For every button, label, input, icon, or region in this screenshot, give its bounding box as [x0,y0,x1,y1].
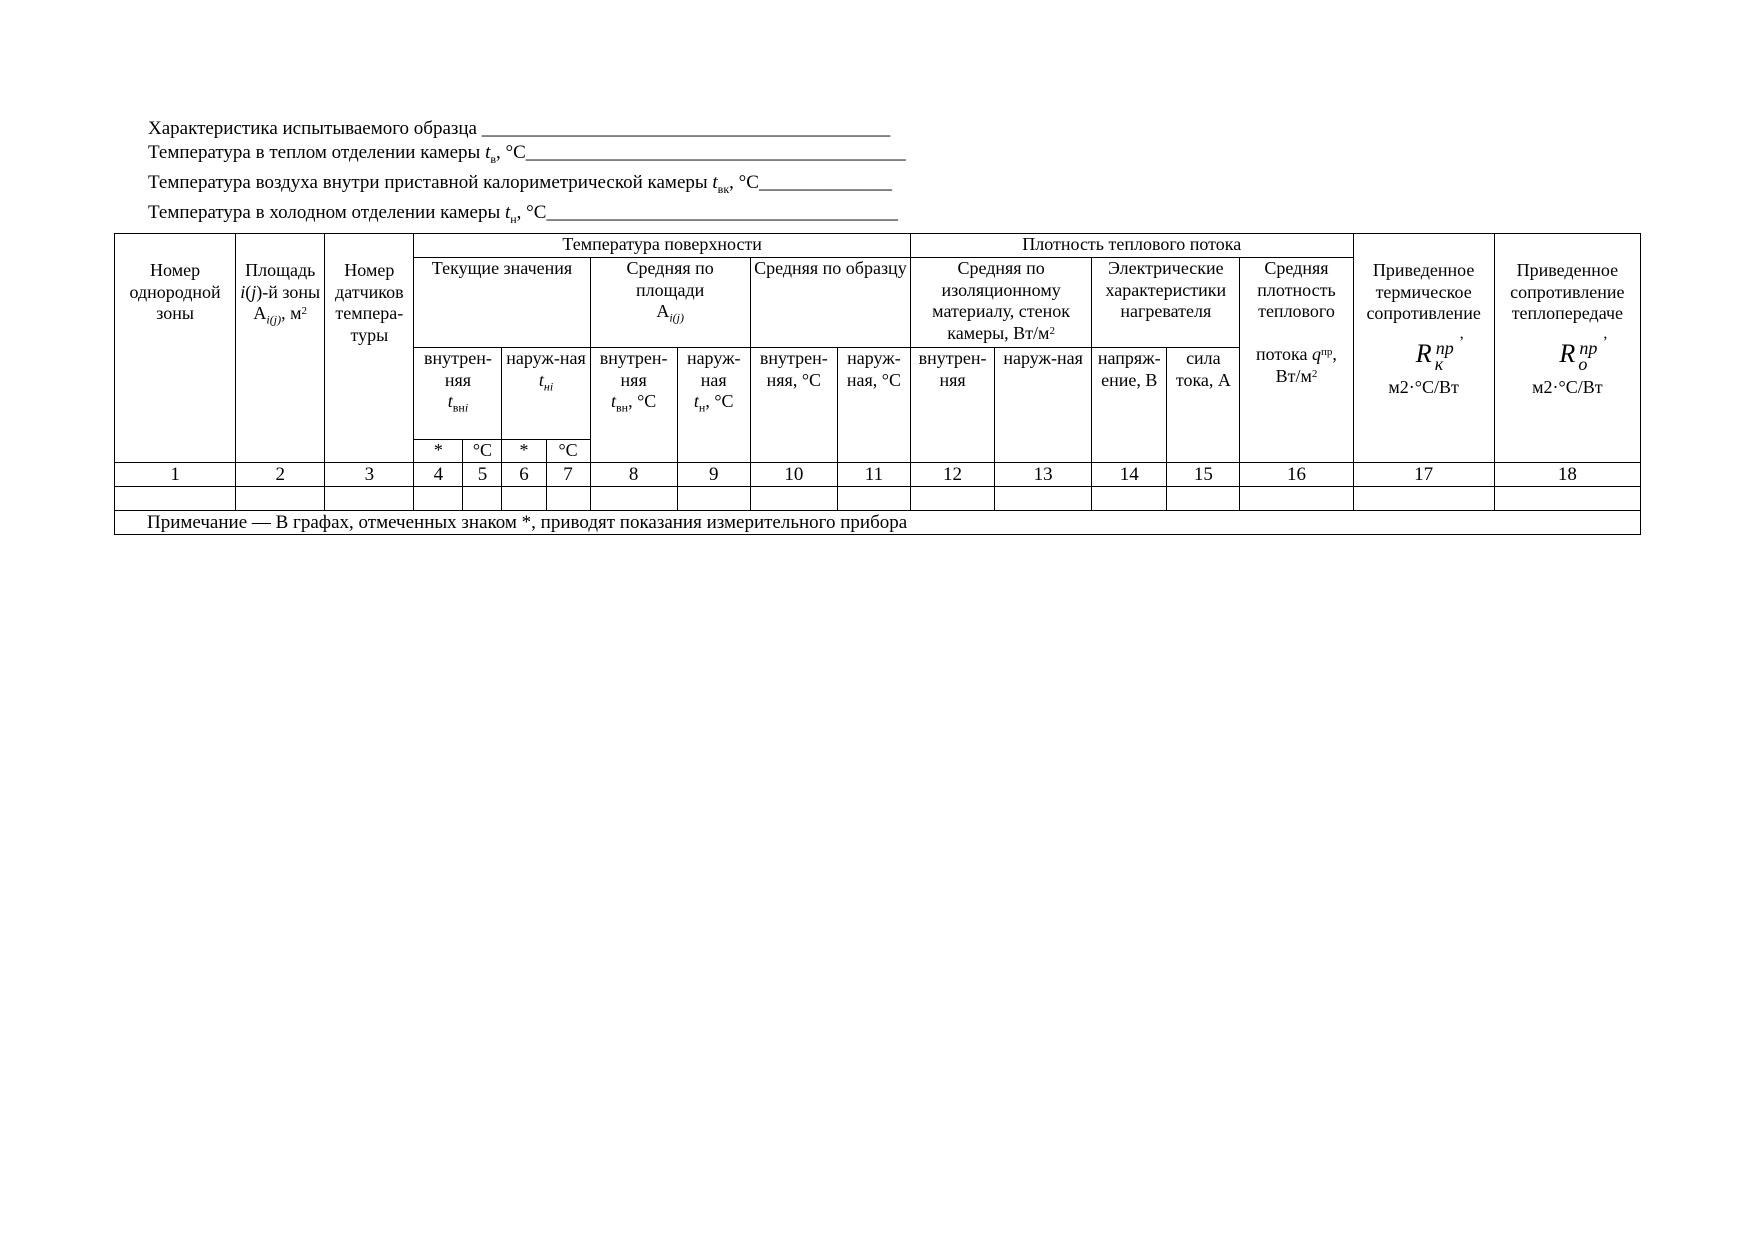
column-number: 2 [236,463,325,487]
empty-data-row [115,487,1641,511]
column-number: 15 [1167,463,1240,487]
header-inner-current: внутрен-няя $t_{внi}$ [414,348,502,440]
header-zone-area: Площадь i(j)-й зоны $A_{i(j)}$, $м^2$ [236,234,325,463]
column-number: 3 [325,463,414,487]
star-cell: * [502,440,546,463]
deg-c-cell: °С [463,440,502,463]
empty-cell[interactable] [1494,487,1640,511]
table-note: Примечание — В графах, отмеченных знаком *, приводят показания измерительного прибора [115,511,1641,535]
intro-block [148,117,906,231]
r-k-symbol: R пр к , [1415,324,1464,374]
empty-cell[interactable] [750,487,837,511]
header-surface-temperature: Температура поверхности [414,234,911,258]
measurement-table [114,233,1641,535]
header-electrical-characteristics: Электрические характеристики нагревателя [1092,258,1240,348]
header-outer-insulation: наруж-ная [995,348,1092,463]
column-number: 5 [463,463,502,487]
column-number: 6 [502,463,546,487]
column-number: 16 [1240,463,1353,487]
empty-cell[interactable] [463,487,502,511]
header-heat-flux-density: Плотность теплового потока [910,234,1353,258]
empty-cell[interactable] [115,487,236,511]
empty-cell[interactable] [414,487,463,511]
empty-cell[interactable] [1167,487,1240,511]
header-inner-sample-avg: внутрен-няя, °С [750,348,837,463]
header-inner-insulation: внутрен-няя [910,348,994,463]
header-current-values: Текущие значения [414,258,590,348]
empty-cell[interactable] [1240,487,1353,511]
warm-temp-line: Температура в теплом отделении камеры $t_в$, °С________________________________________ [148,141,906,166]
sample-characteristic-line: Характеристика испытываемого образца ___________________________________________ [148,118,891,139]
column-number: 4 [414,463,463,487]
column-number: 11 [837,463,910,487]
column-number: 17 [1353,463,1494,487]
empty-cell[interactable] [910,487,994,511]
empty-cell[interactable] [236,487,325,511]
column-number: 8 [590,463,677,487]
calorimeter-temp-line: Температура воздуха внутри приставной калориметрической камеры $t_{вк}$, °С______________ [148,171,892,196]
header-reduced-thermal-resistance: Приведенное термическое сопротивление R пр к , м2·°С/Вт [1353,234,1494,463]
header-current-strength: сила тока, А [1167,348,1240,463]
empty-cell[interactable] [325,487,414,511]
r-o-symbol: R пр о , [1559,324,1608,374]
empty-cell[interactable] [502,487,546,511]
empty-cell[interactable] [546,487,590,511]
empty-cell[interactable] [590,487,677,511]
empty-cell[interactable] [837,487,910,511]
column-number: 9 [677,463,750,487]
header-avg-by-area: Средняя по площади $A_{i(j)}$ [590,258,750,348]
header-avg-by-sample: Средняя по образцу [750,258,910,348]
header-avg-insulation: Средняя по изоляционному материалу, стенок камеры, $Вт/м^2$ [910,258,1091,348]
empty-cell[interactable] [995,487,1092,511]
empty-cell[interactable] [1353,487,1494,511]
header-outer-current: наруж-ная $t_{нi}$ [502,348,590,440]
column-number: 1 [115,463,236,487]
empty-cell[interactable] [1092,487,1167,511]
header-sensor-number: Номер датчиков темпера-туры [325,234,414,463]
star-cell: * [414,440,463,463]
header-reduced-heat-transfer-resistance: Приведенное сопротивление теплопередаче R пр о , м2·°С/Вт [1494,234,1640,463]
header-avg-flux-density: Средняя плотность теплового потока $q^{пр}$, $Вт/м^2$ [1240,258,1353,463]
column-number: 14 [1092,463,1167,487]
header-outer-area-avg: наруж-ная $t_н$, °С [677,348,750,463]
column-number: 10 [750,463,837,487]
header-voltage: напряж-ение, В [1092,348,1167,463]
empty-cell[interactable] [677,487,750,511]
column-number: 12 [910,463,994,487]
header-zone-number: Номер однородной зоны [115,234,236,463]
header-inner-area-avg: внутрен-няя $t_{вн}$, °С [590,348,677,463]
column-number: 18 [1494,463,1640,487]
column-number: 13 [995,463,1092,487]
header-outer-sample-avg: наруж-ная, °С [837,348,910,463]
deg-c-cell: °С [546,440,590,463]
column-number: 7 [546,463,590,487]
cold-temp-line: Температура в холодном отделении камеры $t_н$, °С_____________________________________ [148,202,898,226]
